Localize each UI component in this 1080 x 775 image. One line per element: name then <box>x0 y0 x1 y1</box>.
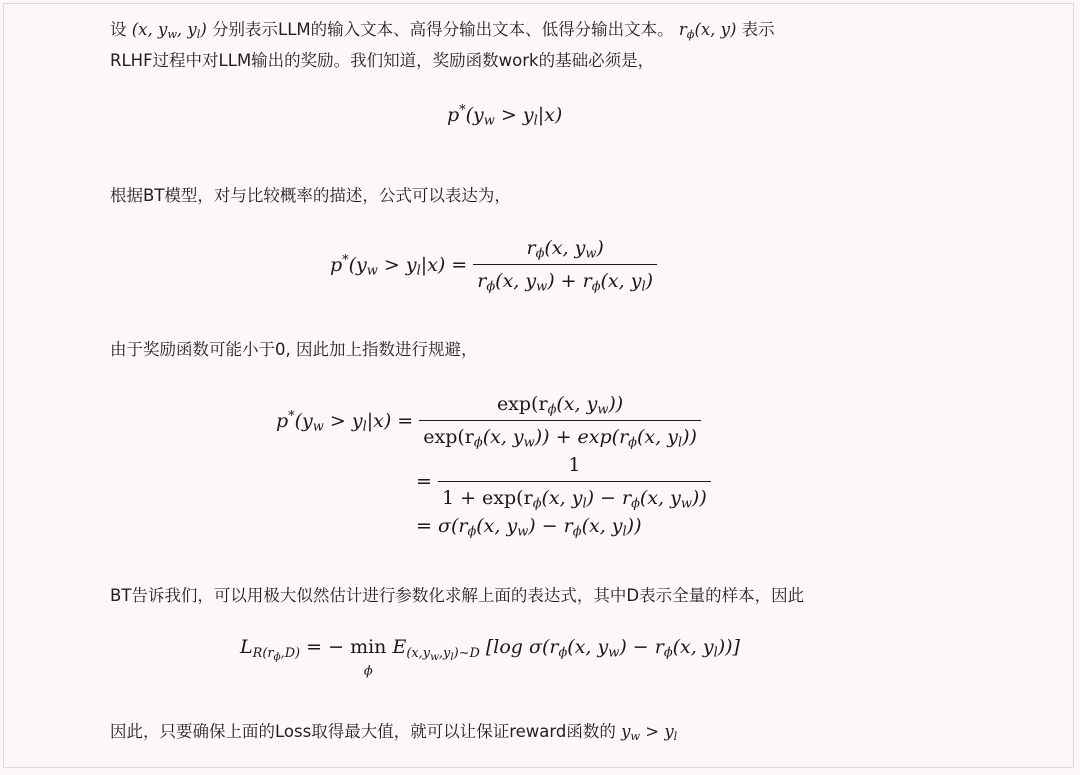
inline-math-reward: $r_\phi(x$, y) <box>678 20 737 42</box>
text-line2: RLHF过程中对LLM输出的奖励。我们知道，奖励函数work的基础必须是， <box>110 51 655 70</box>
eq3-line1: $p^*(y_w > y_l|x)$ = $\frac{\exp(r_\phi(x, y_w))}{\exp(r_\phi(x, y_w)) + \exp(r_\phi(x, y_l))}$ <box>276 388 701 453</box>
fraction-numerator: $r_\phi(x$, $y_w$) <box>473 232 657 265</box>
eq3-line2: = $\frac{1}{1 + \exp(r_\phi(x, y_l) - r_\phi(x, y_w))}$ <box>416 449 711 514</box>
exp-paragraph: 由于奖励函数可能小于0, 因此加上指数进行规避， <box>110 340 478 359</box>
equation-loss: $L_{R(r_\phi,D)}$ = − min ϕ $E_{(x,y_w,y_l)\sim D}$ [log $\sigma(r_\phi(x$, $y_w) - r_\phi(x$, $y_l$))] <box>240 636 740 683</box>
min-operator: min ϕ <box>350 636 387 679</box>
inline-math-xyw-yl: (x, $y_w$, $y_l$) <box>131 20 207 42</box>
equation-bt-ratio: $p^*(y_w > y_l|x)$ = $\frac{r_\phi(x, y_w)}{r_\phi(x, y_w) + r_\phi(x, y_l)}$ <box>330 232 657 297</box>
eq3-line3: = $\sigma(r_\phi(x$, $y_w) - r_\phi(x$, $y_l$)) <box>416 515 642 540</box>
bt-model-paragraph: 根据BT模型，对与比较概率的描述，公式可以表达为， <box>110 186 511 205</box>
fraction-sigmoid-form: $\frac{1}{1 + \exp(r_\phi(x, y_l) - r_\phi(x, y_w))}$ <box>438 449 711 514</box>
mle-paragraph: BT告诉我们，可以用极大似然估计进行参数化求解上面的表达式，其中D表示全量的样本，因此 <box>110 586 805 605</box>
conclusion-paragraph: 因此，只要确保上面的Loss取得最大值，就可以让保证reward函数的 $y_w > y_l$ <box>110 722 678 744</box>
fraction-exp: $\frac{\exp(r_\phi(x, y_w))}{\exp(r_\phi(x, y_w)) + \exp(r_\phi(x, y_l))}$ <box>419 388 701 453</box>
text-definitions: 分别表示LLM的输入文本、高得分输出文本、低得分输出文本。 <box>206 20 674 39</box>
equation-preference-prob: $p^*(y_w > y_l|x)$ <box>447 102 563 129</box>
text-shebei: 设 <box>110 20 127 39</box>
fraction-denominator: $r_\phi(x$, $y_w) + r_\phi(x$, $y_l$) <box>477 270 654 295</box>
inline-math-yw-gt-yl: $y_w > y_l$ <box>621 722 678 744</box>
text-biaoshi: 表示 <box>736 20 775 39</box>
